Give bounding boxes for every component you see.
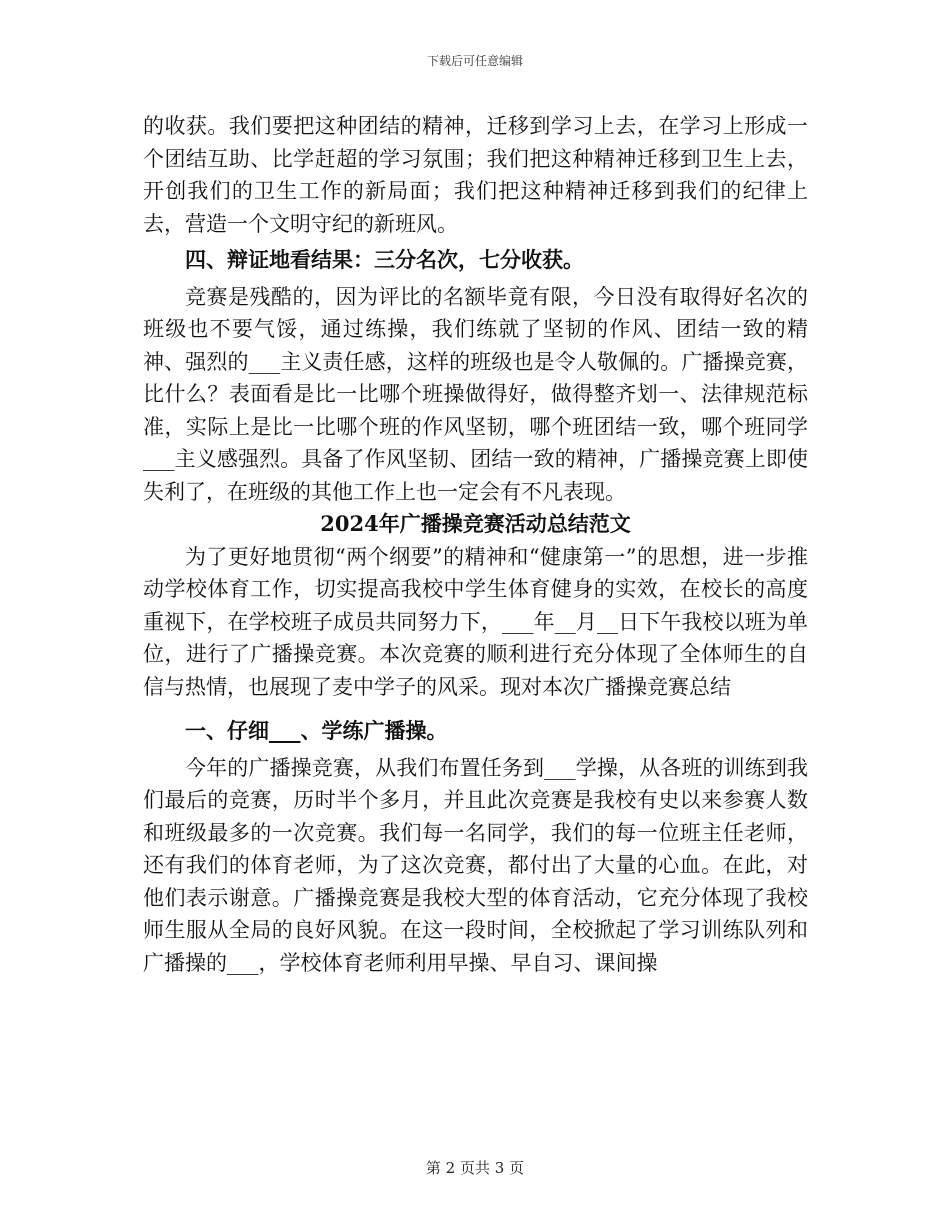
paragraph: 今年的广播操竞赛，从我们布置任务到___学操，从各班的训练到我们最后的竞赛，历时半个多月，并且此次竞赛是我校有史以来参赛人数和班级最多的一次竞赛。我们每一名同学，我们的每一位班主任老师，还有我们的体育老师，为了这次竞赛，都付出了大量的心血。在此，对他们表示谢意。广播操竞赛是我校大型的体育活动，它充分体现了我校师生服从全局的良好风貌。在这一段时间，全校掀起了学习训练队列和广播操的___，学校体育老师利用早操、早自习、课间操 — [143, 755, 808, 975]
section-heading-1: 一、仔细___、学练广播操。 — [185, 718, 448, 743]
section-heading-4: 四、辩证地看结果：三分名次，七分收获。 — [185, 247, 584, 272]
document-title: 2024年广播操竞赛活动总结范文 — [320, 511, 631, 536]
paragraph: 竞赛是残酷的，因为评比的名额毕竟有限，今日没有取得好名次的班级也不要气馁，通过练操，我们练就了坚韧的作风、团结一致的精神、强烈的___主义责任感，这样的班级也是令人敬佩的。广播操竞赛，比什么？表面看是比一比哪个班操做得好，做得整齐划一、法律规范标准，实际上是比一比哪个班的作风坚韧，哪个班团结一致，哪个班同学___主义感强烈。具备了作风坚韧、团结一致的精神，广播操竞赛上即使失利了，在班级的其他工作上也一定会有不凡表现。 — [143, 284, 808, 504]
page-header: 下载后可任意编辑 — [426, 54, 523, 68]
page-footer: 第 2 页共 3 页 — [425, 1159, 525, 1177]
paragraph-continuation: 的收获。我们要把这种团结的精神，迁移到学习上去，在学习上形成一个团结互助、比学赶超的学习氛围；我们把这种精神迁移到卫生上去，开创我们的卫生工作的新局面；我们把这种精神迁移到我们的纪律上去，营造一个文明守纪的新班风。 — [143, 114, 808, 236]
document-body — [143, 110, 808, 979]
paragraph: 为了更好地贯彻“两个纲要”的精神和“健康第一”的思想，进一步推动学校体育工作，切实提高我校中学生体育健身的实效，在校长的高度重视下，在学校班子成员共同努力下，___年__月__日下午我校以班为单位，进行了广播操竞赛。本次竞赛的顺利进行充分体现了全体师生的自信与热情，也展现了麦中学子的风采。现对本次广播操竞赛总结 — [143, 544, 808, 699]
